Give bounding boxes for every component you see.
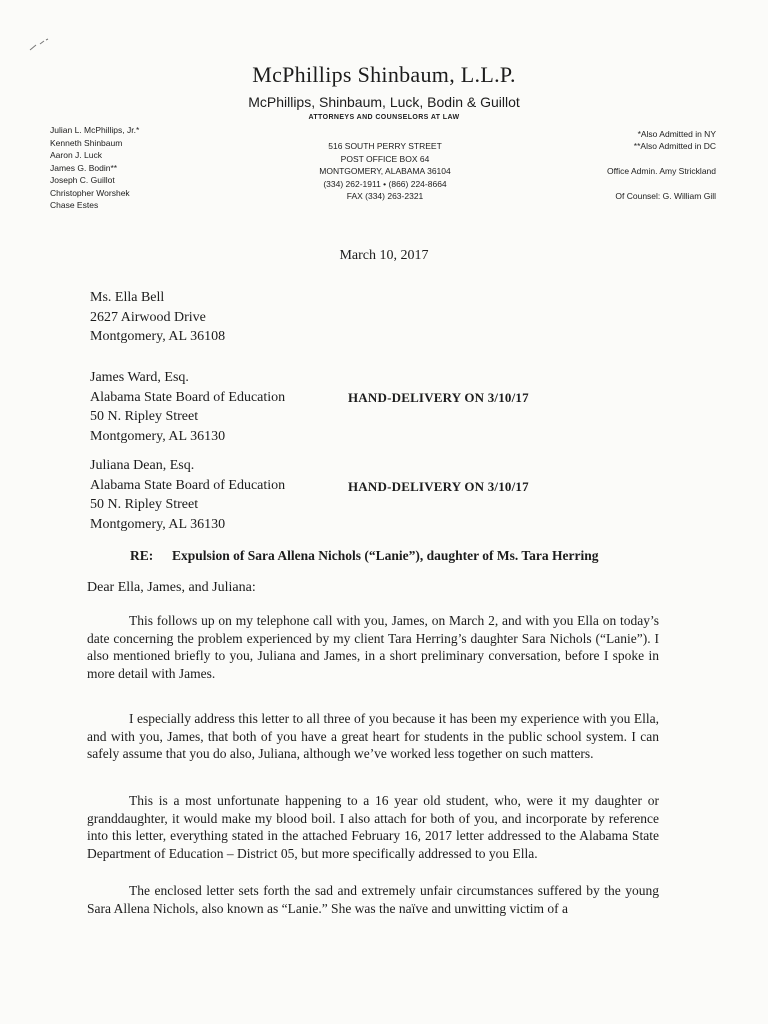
partner-name: Chase Estes bbox=[50, 200, 99, 210]
recipient-block bbox=[90, 456, 285, 534]
partner-name: Julian L. McPhillips, Jr.* bbox=[50, 125, 140, 135]
delivery-note: HAND-DELIVERY ON 3/10/17 bbox=[348, 390, 529, 405]
partner-list bbox=[50, 124, 139, 212]
delivery-note: HAND-DELIVERY ON 3/10/17 bbox=[348, 479, 529, 494]
admission-note: **Also Admitted in DC bbox=[633, 141, 716, 151]
pen-mark bbox=[28, 38, 50, 52]
address-line: POST OFFICE BOX 64 bbox=[340, 153, 430, 164]
body-paragraph: This is a most unfortunate happening to a 16 year old student, who, were it my daughter or granddaughter, it would make my blood boil. I also attach for both of you, and incorporate by reference into this letter, everything stated in the attached February 16, 2017 letter addressed to the Alabama State Department of Education – District 05, but more specifically addressed to you Ella. bbox=[87, 793, 659, 861]
re-subject: Expulsion of Sara Allena Nichols (“Lanie”), daughter of Ms. Tara Herring bbox=[172, 548, 599, 563]
body-paragraph: This follows up on my telephone call with you, James, on March 2, and with you Ella on today’s date concerning the problem experienced by my client Tara Herring’s daughter Sara Nichols (“Lanie”). I also mentioned briefly to you, Juliana and James, in a short preliminary conversation, before I spoke in more detail with James. bbox=[87, 613, 659, 681]
recipient-line: 50 N. Ripley Street bbox=[90, 409, 199, 424]
admission-note: *Also Admitted in NY bbox=[637, 129, 716, 139]
admission-notes bbox=[607, 128, 716, 202]
firm-name: McPhillips Shinbaum, L.L.P. bbox=[252, 62, 516, 87]
re-line bbox=[130, 548, 599, 564]
recipient-line: Ms. Ella Bell bbox=[90, 290, 165, 305]
recipient-block bbox=[90, 368, 285, 446]
letter-date: March 10, 2017 bbox=[339, 248, 429, 263]
recipient-line: James Ward, Esq. bbox=[90, 370, 189, 385]
office-admin: Office Admin. Amy Strickland bbox=[607, 166, 716, 176]
recipient-line: 50 N. Ripley Street bbox=[90, 497, 199, 512]
recipient-line: 2627 Airwood Drive bbox=[90, 309, 206, 325]
recipient-line: Montgomery, AL 36130 bbox=[90, 516, 226, 532]
address-line: MONTGOMERY, ALABAMA 36104 bbox=[319, 166, 451, 176]
salutation: Dear Ella, James, and Juliana: bbox=[87, 580, 256, 595]
firm-tagline: ATTORNEYS AND COUNSELORS AT LAW bbox=[308, 114, 460, 121]
body-paragraph: The enclosed letter sets forth the sad and extremely unfair circumstances suffered by the young Sara Allena Nichols, also known as “Lanie.” She was the naïve and unwitting victim of a bbox=[87, 883, 659, 916]
address-line: (334) 262-1911 • (866) 224-8664 bbox=[323, 178, 447, 189]
partner-name: Joseph C. Guillot bbox=[50, 175, 115, 185]
firm-address bbox=[290, 140, 480, 203]
address-line: 516 SOUTH PERRY STREET bbox=[328, 141, 442, 151]
recipient-block bbox=[90, 288, 225, 347]
recipient-line: Montgomery, AL 36130 bbox=[90, 428, 226, 444]
partner-name: James G. Bodin** bbox=[50, 162, 118, 173]
body-paragraph: I especially address this letter to all three of you because it has been my experience with you Ella, and with you, James, that both of you have a great heart for students in the public school system. I can safely assume that you do also, Juliana, although we’ve worked less together on such matters. bbox=[87, 711, 659, 761]
partner-name: Christopher Worshek bbox=[50, 187, 130, 198]
recipient-line: Alabama State Board of Education bbox=[90, 477, 286, 493]
recipient-line: Juliana Dean, Esq. bbox=[90, 458, 195, 473]
re-label: RE: bbox=[130, 548, 154, 563]
partner-name: Aaron J. Luck bbox=[50, 150, 102, 160]
of-counsel: Of Counsel: G. William Gill bbox=[615, 191, 716, 201]
recipient-line: Alabama State Board of Education bbox=[90, 389, 286, 405]
partner-name: Kenneth Shinbaum bbox=[50, 137, 123, 148]
recipient-line: Montgomery, AL 36108 bbox=[90, 329, 226, 344]
address-line: FAX (334) 263-2321 bbox=[346, 191, 424, 201]
firm-full-name: McPhillips, Shinbaum, Luck, Bodin & Guillot bbox=[248, 94, 520, 110]
